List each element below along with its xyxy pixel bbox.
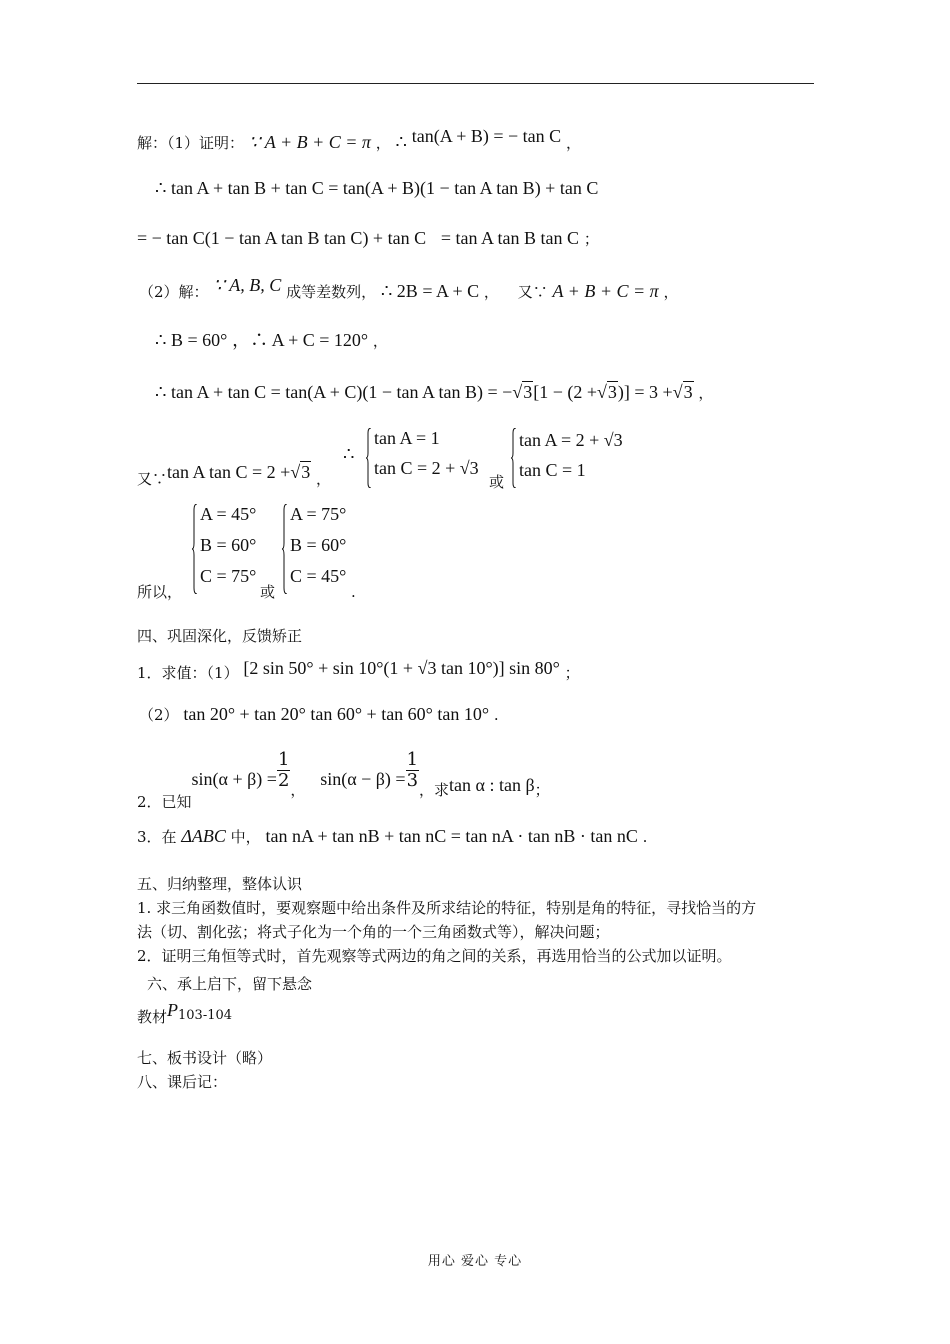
in-text: 中， (230, 828, 261, 846)
tan-system-1 (366, 428, 496, 488)
question-label: 3．在 (137, 828, 177, 846)
eq-2b: ∴ 2B = A + C (380, 281, 480, 301)
page-ref-sub: 103-104 (178, 1008, 233, 1023)
textbook-ref (137, 1000, 233, 1029)
sqrt-radicand: 3 (683, 382, 693, 402)
fraction (406, 750, 419, 791)
angle-system-2 (282, 504, 362, 594)
given-abc: ∵ A, B, C (213, 275, 282, 295)
separator: ； (583, 230, 599, 248)
section-heading-4: 四、巩固深化，反馈矫正 (137, 627, 303, 645)
page-footer: 用心 爱心 专心 (427, 1254, 523, 1269)
so-label: 所以， (137, 583, 183, 601)
therefore-symbol: ∴ (343, 444, 355, 464)
period: . (351, 583, 356, 601)
separator: . (642, 828, 648, 846)
solution-line-1 (137, 126, 581, 153)
solution-part2-line-4: 又∵tan A tan C = 2 +√3 ， (137, 462, 332, 488)
summary-item-2: 2．证明三角恒等式时，首先观察等式两边的角之间的关系，再选用恰当的公式加以证明。 (137, 947, 732, 965)
question-label: 2．已知 (137, 792, 192, 811)
separator: ； (534, 780, 550, 799)
question-expression: tan nA + tan nB + tan nC = tan nA · tan nB · tan nC (265, 826, 638, 846)
question-expression: sin(α − β) = (320, 768, 406, 789)
question-3 (137, 826, 647, 847)
fraction-numerator: 1 (277, 749, 290, 770)
summary-item-1-cont: 法（切、割化弦；将式子化为一个角的一个三角函数式等），解决问题； (137, 923, 610, 941)
separator: ， (316, 470, 332, 488)
given-angle-sum: ∵ A + B + C = π (248, 132, 371, 152)
a-plus-c-value: ，∴ A + C = 120° (232, 330, 369, 350)
solution-line-2: ∴ tan A + tan B + tan C = tan(A + B)(1 − tan A tan B) + tan C (155, 178, 599, 198)
question-1b (139, 704, 499, 725)
system-row: tan C = 2 + √3 (374, 458, 479, 478)
header-rule (137, 83, 814, 84)
system-row: B = 60° (290, 535, 347, 555)
summary-item-1: 1. 求三角函数值时，要观察题中给出条件及所求结论的特征，特别是角的特征，寻找恰当的方 (137, 899, 757, 917)
question-expression: tan α : tan β (449, 774, 535, 795)
therefore-symbol: ∴ (395, 132, 407, 152)
section-heading-7: 七、板书设计（略） (137, 1049, 273, 1067)
solution-part2-line-2 (155, 330, 388, 351)
section-heading-5: 五、归纳整理，整体认识 (137, 875, 303, 893)
left-brace-icon (511, 428, 517, 488)
textbook-label: 教材 (137, 1008, 168, 1026)
section-heading-8: 八、课后记： (137, 1073, 228, 1091)
separator: ， (372, 332, 388, 350)
question-expression: sin(α + β) = (191, 768, 277, 789)
separator: ， (565, 134, 581, 152)
tan-sum-derivation-b: [1 − (2 + (533, 382, 598, 402)
solution-line-3 (137, 228, 599, 249)
or-text: 或 (489, 473, 505, 491)
fraction (277, 750, 290, 791)
tan-sum-derivation-c: )] = 3 + (617, 382, 673, 402)
question-expression: [2 sin 50° + sin 10°(1 + √3 tan 10°)] sin 80° (243, 658, 560, 678)
separator: ， (290, 780, 306, 799)
derivation-right: = tan A tan B tan C (440, 228, 580, 248)
separator: ， (663, 283, 679, 301)
tan-sum-derivation: ∴ tan A + tan C = tan(A + C)(1 − tan A tan B) = − (155, 382, 513, 402)
left-brace-icon (192, 504, 198, 594)
separator: ， (698, 384, 714, 402)
separator: ， (483, 283, 499, 301)
system-row: tan C = 1 (519, 460, 586, 480)
triangle-label: ΔABC (181, 826, 226, 846)
sqrt-radicand: 3 (523, 382, 533, 402)
solution-label: 解：（1）证明： (137, 134, 245, 152)
system-row: C = 45° (290, 566, 347, 586)
page-ref: P (167, 1000, 179, 1020)
solution-part2-line-1 (139, 275, 679, 302)
part2-label: （2）解： (139, 283, 209, 301)
system-row: tan A = 1 (374, 428, 440, 448)
separator: ； (564, 664, 580, 682)
left-brace-icon (366, 428, 372, 488)
question-1 (137, 658, 580, 683)
tan-product-eq: tan A tan C = 2 + (167, 462, 291, 482)
separator: . (493, 706, 499, 724)
left-brace-icon (282, 504, 288, 594)
angle-system-1 (192, 504, 272, 594)
fraction-denominator: 3 (406, 770, 419, 791)
again-because: 又∵ (137, 470, 168, 488)
fraction-denominator: 2 (277, 770, 290, 791)
tan-sum-identity: tan(A + B) = − tan C (411, 126, 562, 146)
b-value: ∴ B = 60° (155, 330, 228, 350)
system-row: A = 45° (200, 504, 257, 524)
eq-angle-sum: A + B + C = π (552, 281, 659, 301)
ask-text: ，求 (419, 780, 450, 799)
system-row: tan A = 2 + √3 (519, 430, 623, 450)
tan-system-2 (511, 428, 641, 488)
question-2 (137, 749, 550, 811)
sqrt-radicand: 3 (301, 462, 311, 482)
system-row: A = 75° (290, 504, 347, 524)
derivation-left: = − tan C(1 − tan A tan B tan C) + tan C (137, 228, 427, 248)
again-because: 又∵ (517, 283, 548, 301)
question-label: 1．求值：（1） (137, 664, 239, 682)
question-expression: tan 20° + tan 20° tan 60° + tan 60° tan 10° (183, 704, 490, 724)
or-text: 或 (260, 583, 276, 601)
system-row: B = 60° (200, 535, 257, 555)
separator: ， (375, 134, 391, 152)
system-row: C = 75° (200, 566, 257, 586)
fraction-numerator: 1 (406, 749, 419, 770)
solution-part2-line-3: ∴ tan A + tan C = tan(A + C)(1 − tan A tan B) = −√3[1 − (2 +√3)] = 3 +√3 ， (155, 382, 714, 402)
section-heading-6: 六、承上启下，留下悬念 (147, 975, 313, 993)
sqrt-radicand: 3 (607, 382, 617, 402)
arithmetic-sequence-text: 成等差数列， (286, 283, 377, 301)
question-label: （2） (139, 706, 179, 724)
